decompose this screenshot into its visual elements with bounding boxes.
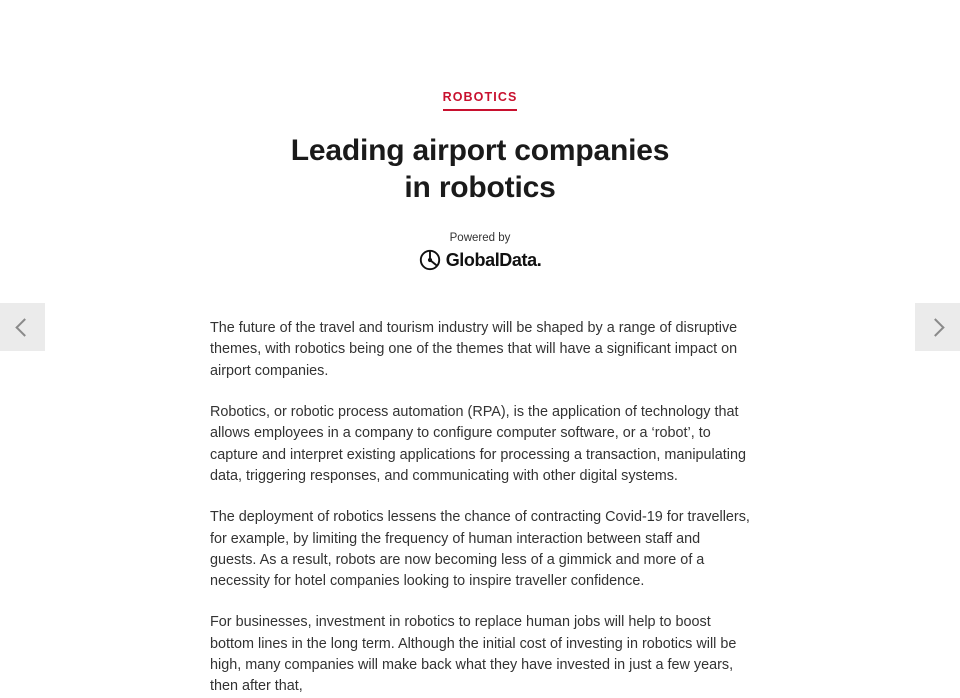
globaldata-logo-text: GlobalData. [445, 249, 542, 270]
headline-line-1: Leading airport companies [290, 134, 670, 167]
headline-line-2: in robotics [404, 170, 556, 204]
next-slide-button[interactable] [915, 303, 960, 351]
category-kicker: ROBOTICS [443, 90, 518, 111]
globaldata-logo [419, 249, 542, 271]
chevron-left-icon [15, 318, 33, 336]
kicker-row [210, 88, 750, 111]
globaldata-logo-icon [419, 249, 441, 271]
article-content [210, 0, 750, 698]
article-body [210, 318, 750, 697]
powered-by-block [210, 232, 750, 276]
powered-by-label: Powered by [449, 232, 511, 245]
article-paragraph: For businesses, investment in robotics to replace human jobs will help to boost bottom lines in the long term. Although the initial cost of investing in robotics will be high, many companies will make back what they have invested in just a few years, then after that, [210, 614, 737, 695]
previous-slide-button[interactable] [0, 303, 45, 351]
chevron-right-icon [926, 318, 944, 336]
page-title [210, 133, 750, 206]
article-paragraph: Robotics, or robotic process automation (RPA), is the application of technology that allows employees in a company to configure computer software, or a ‘robot’, to capture and interpret existing applications for processing a transaction, manipulating data, triggering responses, and communicating with other digital systems. [210, 404, 746, 484]
article-paragraph: The future of the travel and tourism industry will be shaped by a range of disruptive themes, with robotics being one of the themes that will have a significant impact on airport companies. [210, 320, 738, 379]
article-paragraph: The deployment of robotics lessens the chance of contracting Covid-19 for travellers, for example, by limiting the frequency of human interaction between staff and guests. As a result, robots are now becoming less of a gimmick and more of a necessity for hotel companies looking to inspire traveller confidence. [210, 509, 750, 590]
